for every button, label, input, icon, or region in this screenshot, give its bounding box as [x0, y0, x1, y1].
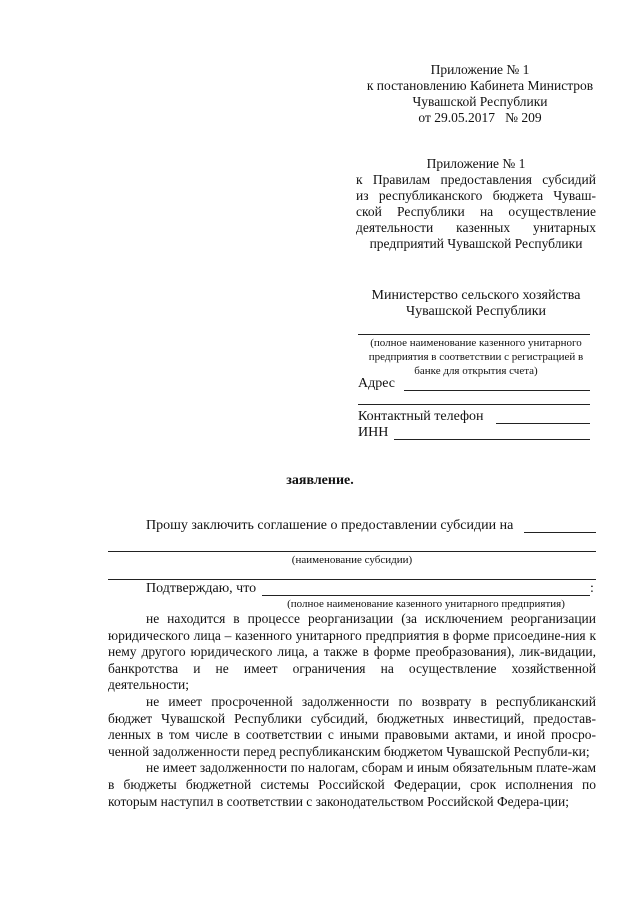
enterprise-name-underline [358, 334, 590, 335]
appendix-line: Чувашской Республики [412, 94, 548, 109]
enterprise-full-name-field[interactable] [262, 595, 590, 596]
hint-line: предприятия в соответствии с регистрацией в [368, 351, 584, 363]
request-text: Прошу заключить соглашение о предоставлении субсидии на [146, 518, 514, 533]
phone-label: Контактный телефон [358, 409, 484, 424]
inn-field[interactable] [394, 439, 590, 440]
subsidy-name-field[interactable] [524, 532, 596, 533]
hint-line: банке для открытия счета) [414, 365, 538, 377]
document-title: заявление. [286, 473, 354, 488]
inn-label: ИНН [358, 425, 389, 440]
condition-paragraph: не имеет просроченной задолженности по возврату в республиканский бюджет Чувашской Республики субсидий, бюджетных инвестиций, предостав-ленных в том числе в соответствии с иными правовыми актами, и иной просро-ченной задолженности перед республиканским бюджетом Чувашской Республи-ки; [108, 693, 596, 759]
condition-paragraph: не находится в процессе реорганизации (за исключением реорганизации юридического лица – казенного унитарного предприятия в форме присоедине-ния к нему другого юридического лица, а также в форме преобразования), лик-видации, банкротства и не имеет ограничения на осуществление хозяйственной деятельности; [108, 611, 596, 693]
rules-appendix-line: из республиканского бюджета Чуваш- [356, 188, 596, 203]
ministry-name-line: Министерство сельского хозяйства [371, 288, 581, 303]
subsidy-name-hint: (наименование субсидии) [291, 554, 413, 566]
enterprise-full-name-hint: (полное наименование казенного унитарного предприятия) [287, 598, 565, 610]
rules-appendix-line: ской Республики на осуществление [356, 204, 596, 219]
enterprise-name-hint [352, 336, 600, 378]
appendix-header [350, 62, 610, 126]
appendix-line: к постановлению Кабинета Министров [366, 78, 594, 93]
rules-appendix-title: Приложение № 1 [426, 156, 526, 171]
address-label: Адрес [358, 376, 396, 391]
ministry-name-line: Чувашской Республики [405, 304, 547, 319]
hint-line: (полное наименование казенного унитарного [370, 337, 582, 349]
rules-appendix-line: предприятий Чувашской Республики [369, 236, 583, 251]
subsidy-name-field-line2[interactable] [108, 551, 596, 552]
phone-field[interactable] [496, 423, 590, 424]
appendix-line: Приложение № 1 [430, 62, 530, 77]
rules-appendix-header [356, 156, 596, 252]
condition-paragraph: не имеет задолженности по налогам, сборам и иным обязательным плате-жам в бюджеты бюджетной системы Российской Федерации, срок исполнения по которым наступил в соответствии с законодательством Российской Федера-ции; [108, 760, 596, 809]
confirm-text: Подтверждаю, что [146, 581, 257, 596]
rules-appendix-line: деятельности казенных унитарных [356, 220, 596, 235]
address-field-line2[interactable] [358, 404, 590, 405]
recipient-ministry [356, 288, 596, 320]
address-field[interactable] [404, 390, 590, 391]
appendix-line: от 29.05.2017 № 209 [418, 110, 542, 125]
subsidy-name-field-line3[interactable] [108, 579, 596, 580]
conditions-list [108, 611, 596, 810]
confirm-colon: : [590, 581, 594, 596]
rules-appendix-line: к Правилам предоставления субсидий [356, 172, 596, 187]
